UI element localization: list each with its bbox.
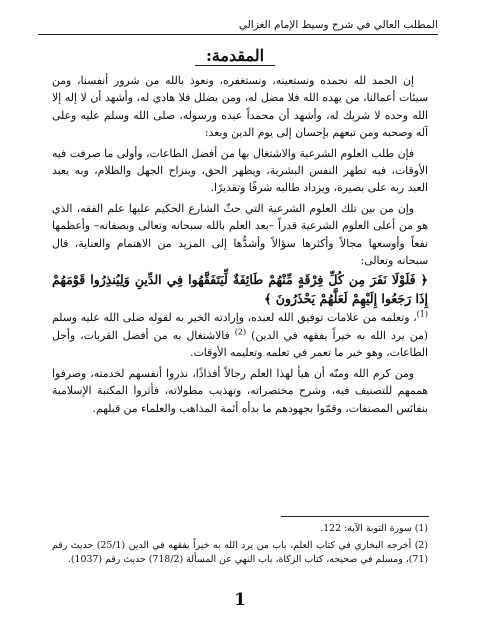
paragraph-3-end: فالاشتغال به من أفضل القربات، وأجل الطاعات، وهو خير ما تعمر في تعلمه وتعليمه الأوقات. <box>52 328 428 360</box>
paragraph-4: ومن كرم الله ومنّه أن هيأ لهذا العلم رجالاً أفذاذًا، نذروا أنفسهم لخدمته، وصرفوا هممهم للتصنيف فيه، وشرح مختصراته، وتهذيب مطولاته، فأثروا المكتبة الإسلامية بنفائس المصنفات، وقمّوا بجهودهم ما بدأه أئمة المذاهب والعلماء من قبلهم. <box>52 366 428 415</box>
section-title: المقدمة: <box>195 46 275 66</box>
footnotes <box>52 522 428 571</box>
page-number: 1 <box>234 590 246 610</box>
paragraph-1: إن الحمد لله نحمده ونستعينه، ونستغفره، ونعوذ بالله من شرور أنفسنا، ومن سيئات أعمالنا، من يهده الله فلا مضل له، ومن يضلل فلا هادي له، وأشهد أن لا إله إلا الله وحده لا شريك له، وأشهد أن محمداً عبده ورسوله، صلى الله وسلم عليه وعلى آله وصحبه ومن تبعهم بإحسان إلى يوم الدين وبعد: <box>52 74 428 140</box>
running-header: المطلب العالي في شرح وسيط الإمام الغزالي <box>38 18 438 35</box>
paragraph-3-middle: ، وتعلمه من علامات توفيق الله لعبده، وإرادته الخير به لقوله صلى الله عليه وسلم (من يرد الله به خيراً يفقهه في الدين) <box>52 311 428 342</box>
paragraph-2: فإن طلب العلوم الشرعية والاشتغال بها من أفضل الطاعات، وأولى ما صرفت فيه الأوقات، فبه تطهر النفس البشرية، ويظهر الحق، وينزاح الجهل والظلام، وبه يعبد العبد ربه على بصيرة، ويزداد طالبه شرفًا وتقديرًا. <box>52 146 428 195</box>
footnote-ref-2[interactable]: (2) <box>234 327 247 337</box>
footnote-separator <box>281 516 429 517</box>
paragraph-3 <box>52 200 428 362</box>
footnote-ref-1[interactable]: (1) <box>416 309 428 319</box>
footnote-1: (1) سورة التوبة الآية: 122. <box>320 523 428 534</box>
main-text <box>52 72 428 420</box>
footnote-2: (2) أخرجه البخاري في كتاب العلم، باب من يرد الله به خيراً يفقهه في الدين (25/1) حديث رقم (71)، ومسلم في صحيحه، كتاب الزكاة، باب النهي عن المسألة (718/2) حديث رقم (1037). <box>52 540 428 566</box>
quran-verse: ﴿ فَلَوْلَا نَفَرَ مِن كُلِّ فِرْقَةٍ مِّنْهُمْ طَائِفَةٌ لِّيَتَفَقَّهُوا فِي الدِّينِ وَلِيُنذِرُوا قَوْمَهُمْ إِذَا رَجَعُوا إِلَيْهِمْ لَعَلَّهُمْ يَحْذَرُونَ ﴾ <box>52 272 428 307</box>
paragraph-3-intro: وإن من بين تلك العلوم الشرعية التي حثّ الشارع الحكيم عليها علم الفقه، الذي هو من أعلى العلوم الشرعية قدراً –بعد العلم بالله سبحانه وتعالى وبصفاته– وأعظمها نفعاً وأوسعها مجالاً وأكثرها سؤالاً وأشدُّها إلى المزيد من الاهتمام والعناية، قال سبحانه وتعالى: <box>52 201 428 268</box>
